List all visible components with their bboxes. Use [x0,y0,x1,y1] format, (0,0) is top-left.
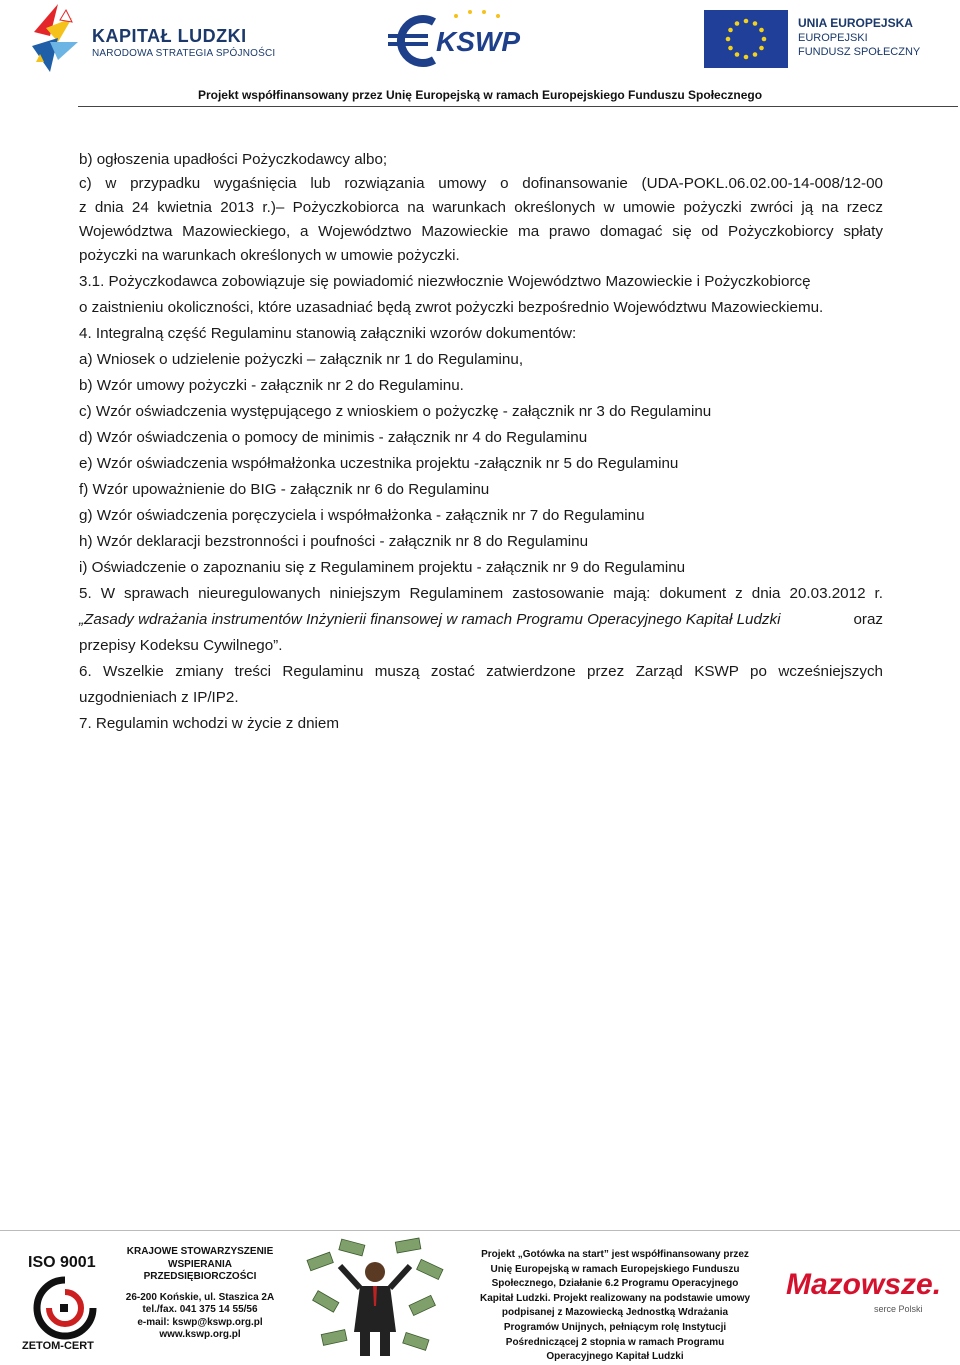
list-item: a) Wniosek o udzielenie pożyczki – załącznik nr 1 do Regulaminu, [79,351,524,368]
paragraph-line: przepisy Kodeksu Cywilnego”. [79,637,283,654]
eu-line3: FUNDUSZ SPOŁECZNY [798,46,921,58]
eu-line1: UNIA EUROPEJSKA [798,16,913,30]
paragraph-text: oraz [853,611,883,628]
list-item: g) Wzór oświadczenia poręczyciela i współmałżonka - załącznik nr 7 do Regulaminu [79,507,645,524]
paragraph-line: Województwa Mazowieckiego, a Województwo Mazowieckie ma prawo domagać się od Pożyczkobiorcy spłaty [79,223,883,240]
paragraph-line: b) ogłoszenia upadłości Pożyczkodawcy albo; [79,151,388,168]
organization-contact [122,1246,278,1342]
paragraph-line: 3.1. Pożyczkodawca zobowiązuje się powiadomić niezwłocznie Województwo Mazowieckie i Pożyczkobiorcę [79,273,811,290]
page-footer [0,1226,960,1362]
kapital-ludzki-title: KAPITAŁ LUDZKI [92,26,247,46]
list-item: f) Wzór upoważnienie do BIG - załącznik nr 6 do Regulaminu [79,481,490,498]
project-info-line: Pośredniczącej 2 stopnia w ramach Programu [505,1336,725,1348]
list-item: h) Wzór deklaracji bezstronności i poufności - załącznik nr 8 do Regulaminu [79,533,589,550]
document-title-italic: „Zasady wdrażania instrumentów Inżynierii finansowej w ramach Programu Operacyjnego Kapitał Ludzki [79,611,781,628]
footer-divider [0,1230,960,1231]
project-info-line: Unię Europejską w ramach Europejskiego Funduszu [490,1263,740,1275]
page-header [0,0,960,108]
paragraph-line: 5. W sprawach nieuregulowanych niniejszym Regulaminem zastosowanie mają: dokument z dnia 20.03.2012 r. [79,585,883,602]
paragraph-line: 6. Wszelkie zmiany treści Regulaminu muszą zostać zatwierdzone przez Zarząd KSWP po wcześniejszych [79,663,883,680]
header-caption: Projekt współfinansowany przez Unię Europejską w ramach Europejskiego Funduszu Społecznego [197,88,763,102]
paragraph-line: pożyczki na warunkach określonych w umowie pożyczki. [79,247,460,264]
org-name-line: PRZEDSIĘBIORCZOŚCI [143,1271,257,1282]
eu-efs-logo [704,10,924,72]
kswp-logo-text: KSWP [436,26,520,57]
money-rain-icon [300,1236,450,1360]
paragraph-line: 7. Regulamin wchodzi w życie z dniem [79,715,339,732]
org-name-line: KRAJOWE STOWARZYSZENIE [126,1246,274,1257]
project-info-line: podpisanej z Mazowiecką Jednostką Wdrażania [501,1307,729,1319]
org-website: www.kswp.org.pl [159,1329,241,1340]
list-item: i) Oświadczenie o zapoznaniu się z Regulaminem projektu - załącznik nr 9 do Regulaminu [79,559,686,576]
eu-flag-icon [704,10,788,68]
project-info-line: Kapitał Ludzki. Projekt realizowany na podstawie umowy [479,1292,751,1304]
org-phone: tel./fax. 041 375 14 55/56 [142,1304,258,1315]
kapital-ludzki-emblem-icon [28,2,88,74]
mazowsze-tagline: serce Polski [874,1304,923,1314]
list-item: c) Wzór oświadczenia występującego z wnioskiem o pożyczkę - załącznik nr 3 do Regulaminu [79,403,712,420]
mazowsze-logo-text: Mazowsze. [786,1268,942,1301]
project-info-line: Programów Unijnych, pełniącym rolę Instytucji [503,1321,727,1333]
kapital-ludzki-logo [28,2,276,74]
eu-line2: EUROPEJSKI [798,32,868,44]
paragraph-line: o zaistnieniu okoliczności, które uzasadniać będą zwrot pożyczki bezpośrednio Województwu Mazowieckiemu. [79,299,824,316]
paragraph-line [79,608,883,632]
header-divider [78,106,958,107]
mazowsze-logo [786,1268,942,1328]
project-info-line: Społecznego, Działanie 6.2 Programu Operacyjnego [491,1278,739,1290]
paragraph-line: 4. Integralną część Regulaminu stanowią załączniki wzorów dokumentów: [79,325,577,342]
list-item: d) Wzór oświadczenia o pomocy de minimis - załącznik nr 4 do Regulaminu [79,429,588,446]
org-email: e-mail: kswp@kswp.org.pl [137,1316,263,1328]
paragraph-line: z dnia 24 kwietnia 2013 r.)– Pożyczkobiorca na warunkach określonych w umowie pożyczki zwróci ją na rzecz [79,199,883,216]
list-item: b) Wzór umowy pożyczki - załącznik nr 2 do Regulaminu. [79,377,464,394]
org-address: 26-200 Końskie, ul. Staszica 2A [125,1291,275,1303]
list-item: e) Wzór oświadczenia współmałżonka uczestnika projektu -załącznik nr 5 do Regulaminu [79,455,679,472]
document-body [79,148,883,736]
iso-label: ISO 9001 [28,1254,96,1271]
kapital-ludzki-subtitle: NARODOWA STRATEGIA SPÓJNOŚCI [92,48,276,59]
businessman-money-illustration [300,1236,450,1360]
project-info-line: Projekt „Gotówka na start” jest współfinansowany przez [481,1249,749,1260]
kswp-logo [386,8,546,72]
zetom-cert-icon [20,1274,110,1344]
paragraph-line: c) w przypadku wygaśnięcia lub rozwiązania umowy o dofinansowanie (UDA-POKL.06.02.00-14-008/12-00 [79,175,883,192]
zetom-label: ZETOM-CERT [22,1340,94,1352]
org-name-line: WSPIERANIA [168,1258,232,1270]
paragraph-line: uzgodnieniach z IP/IP2. [79,689,239,706]
iso-certificate-logo [20,1248,110,1358]
project-info [470,1248,760,1365]
project-info-line: Operacyjnego Kapitał Ludzki [546,1351,684,1363]
